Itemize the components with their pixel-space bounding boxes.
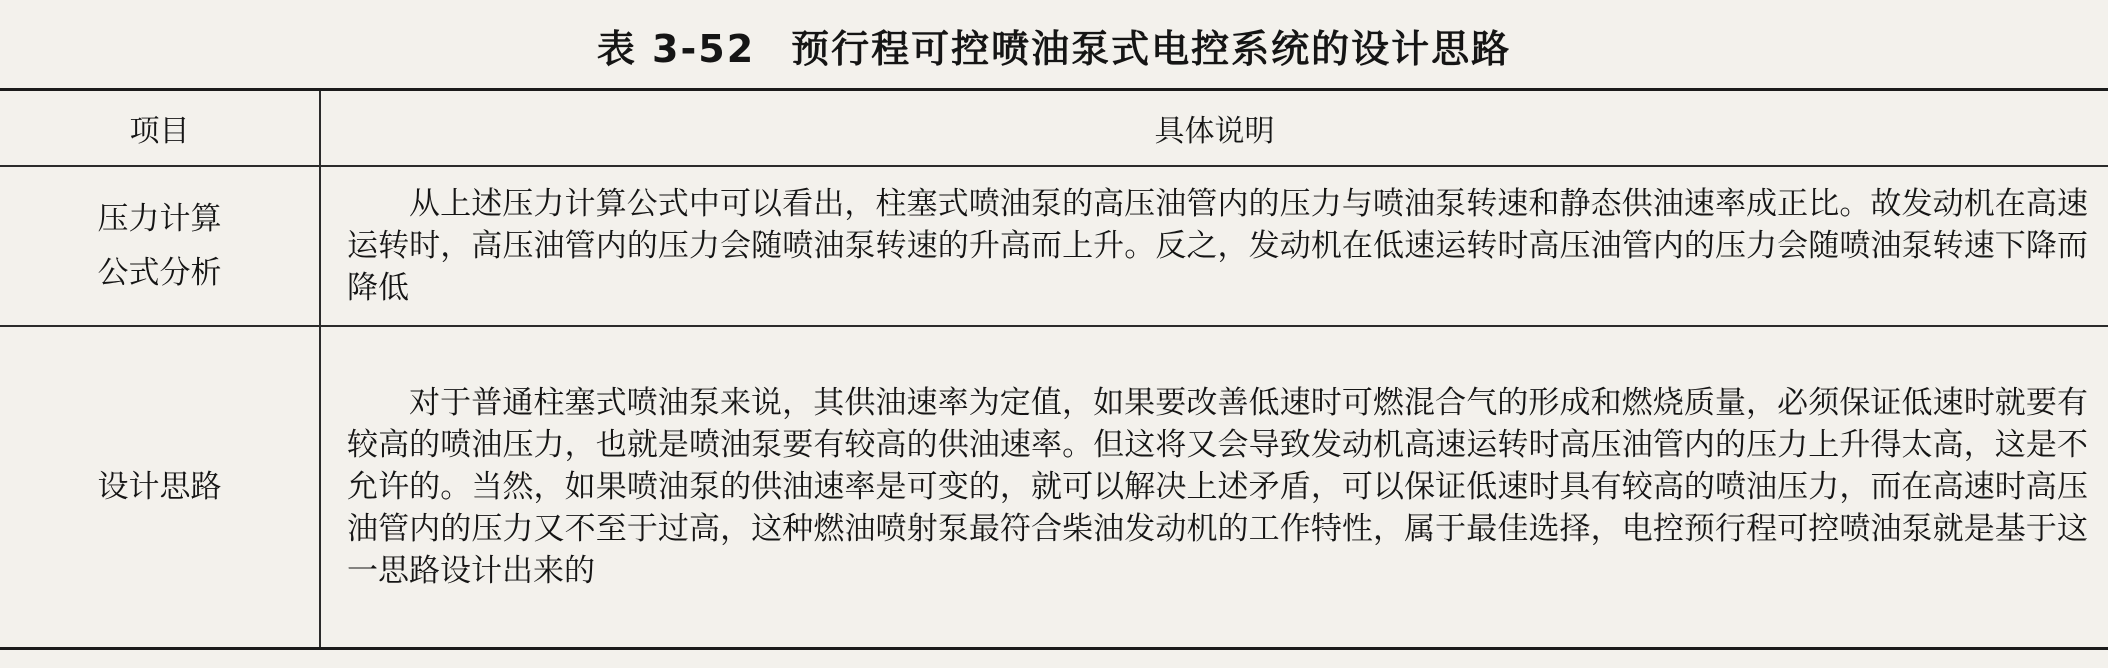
design-table	[0, 88, 2108, 650]
row-description: 对于普通柱塞式喷油泵来说，其供油速率为定值，如果要改善低速时可燃混合气的形成和燃烧质量，必须保证低速时就要有较高的喷油压力，也就是喷油泵要有较高的供油速率。但这将又会导致发动机高速运转时高压油管内的压力上升得太高，这是不允许的。当然，如果喷油泵的供油速率是可变的，就可以解决上述矛盾，可以保证低速时具有较高的喷油压力，而在高速时高压油管内的压力又不至于过高，这种燃油喷射泵最符合柴油发动机的工作特性，属于最佳选择，电控预行程可控喷油泵就是基于这一思路设计出来的	[320, 326, 2108, 649]
row-item-line: 公式分析	[97, 255, 222, 291]
header-item: 项目	[0, 90, 320, 167]
row-item-cell	[0, 326, 320, 649]
row-description: 从上述压力计算公式中可以看出，柱塞式喷油泵的高压油管内的压力与喷油泵转速和静态供油速率成正比。故发动机在高速运转时，高压油管内的压力会随喷油泵转速的升高而上升。反之，发动机在低速运转时高压油管内的压力会随喷油泵转速下降而降低	[320, 166, 2108, 326]
table-number: 表 3-52	[596, 27, 756, 71]
table-header-row	[0, 90, 2108, 167]
table-row	[0, 166, 2108, 326]
row-item-line: 设计思路	[97, 469, 222, 505]
table-row	[0, 326, 2108, 649]
header-description: 具体说明	[320, 90, 2108, 167]
row-item-cell	[0, 166, 320, 326]
table-caption	[0, 18, 2108, 73]
row-item-line: 压力计算	[97, 201, 222, 237]
table-title: 预行程可控喷油泵式电控系统的设计思路	[791, 27, 1512, 71]
